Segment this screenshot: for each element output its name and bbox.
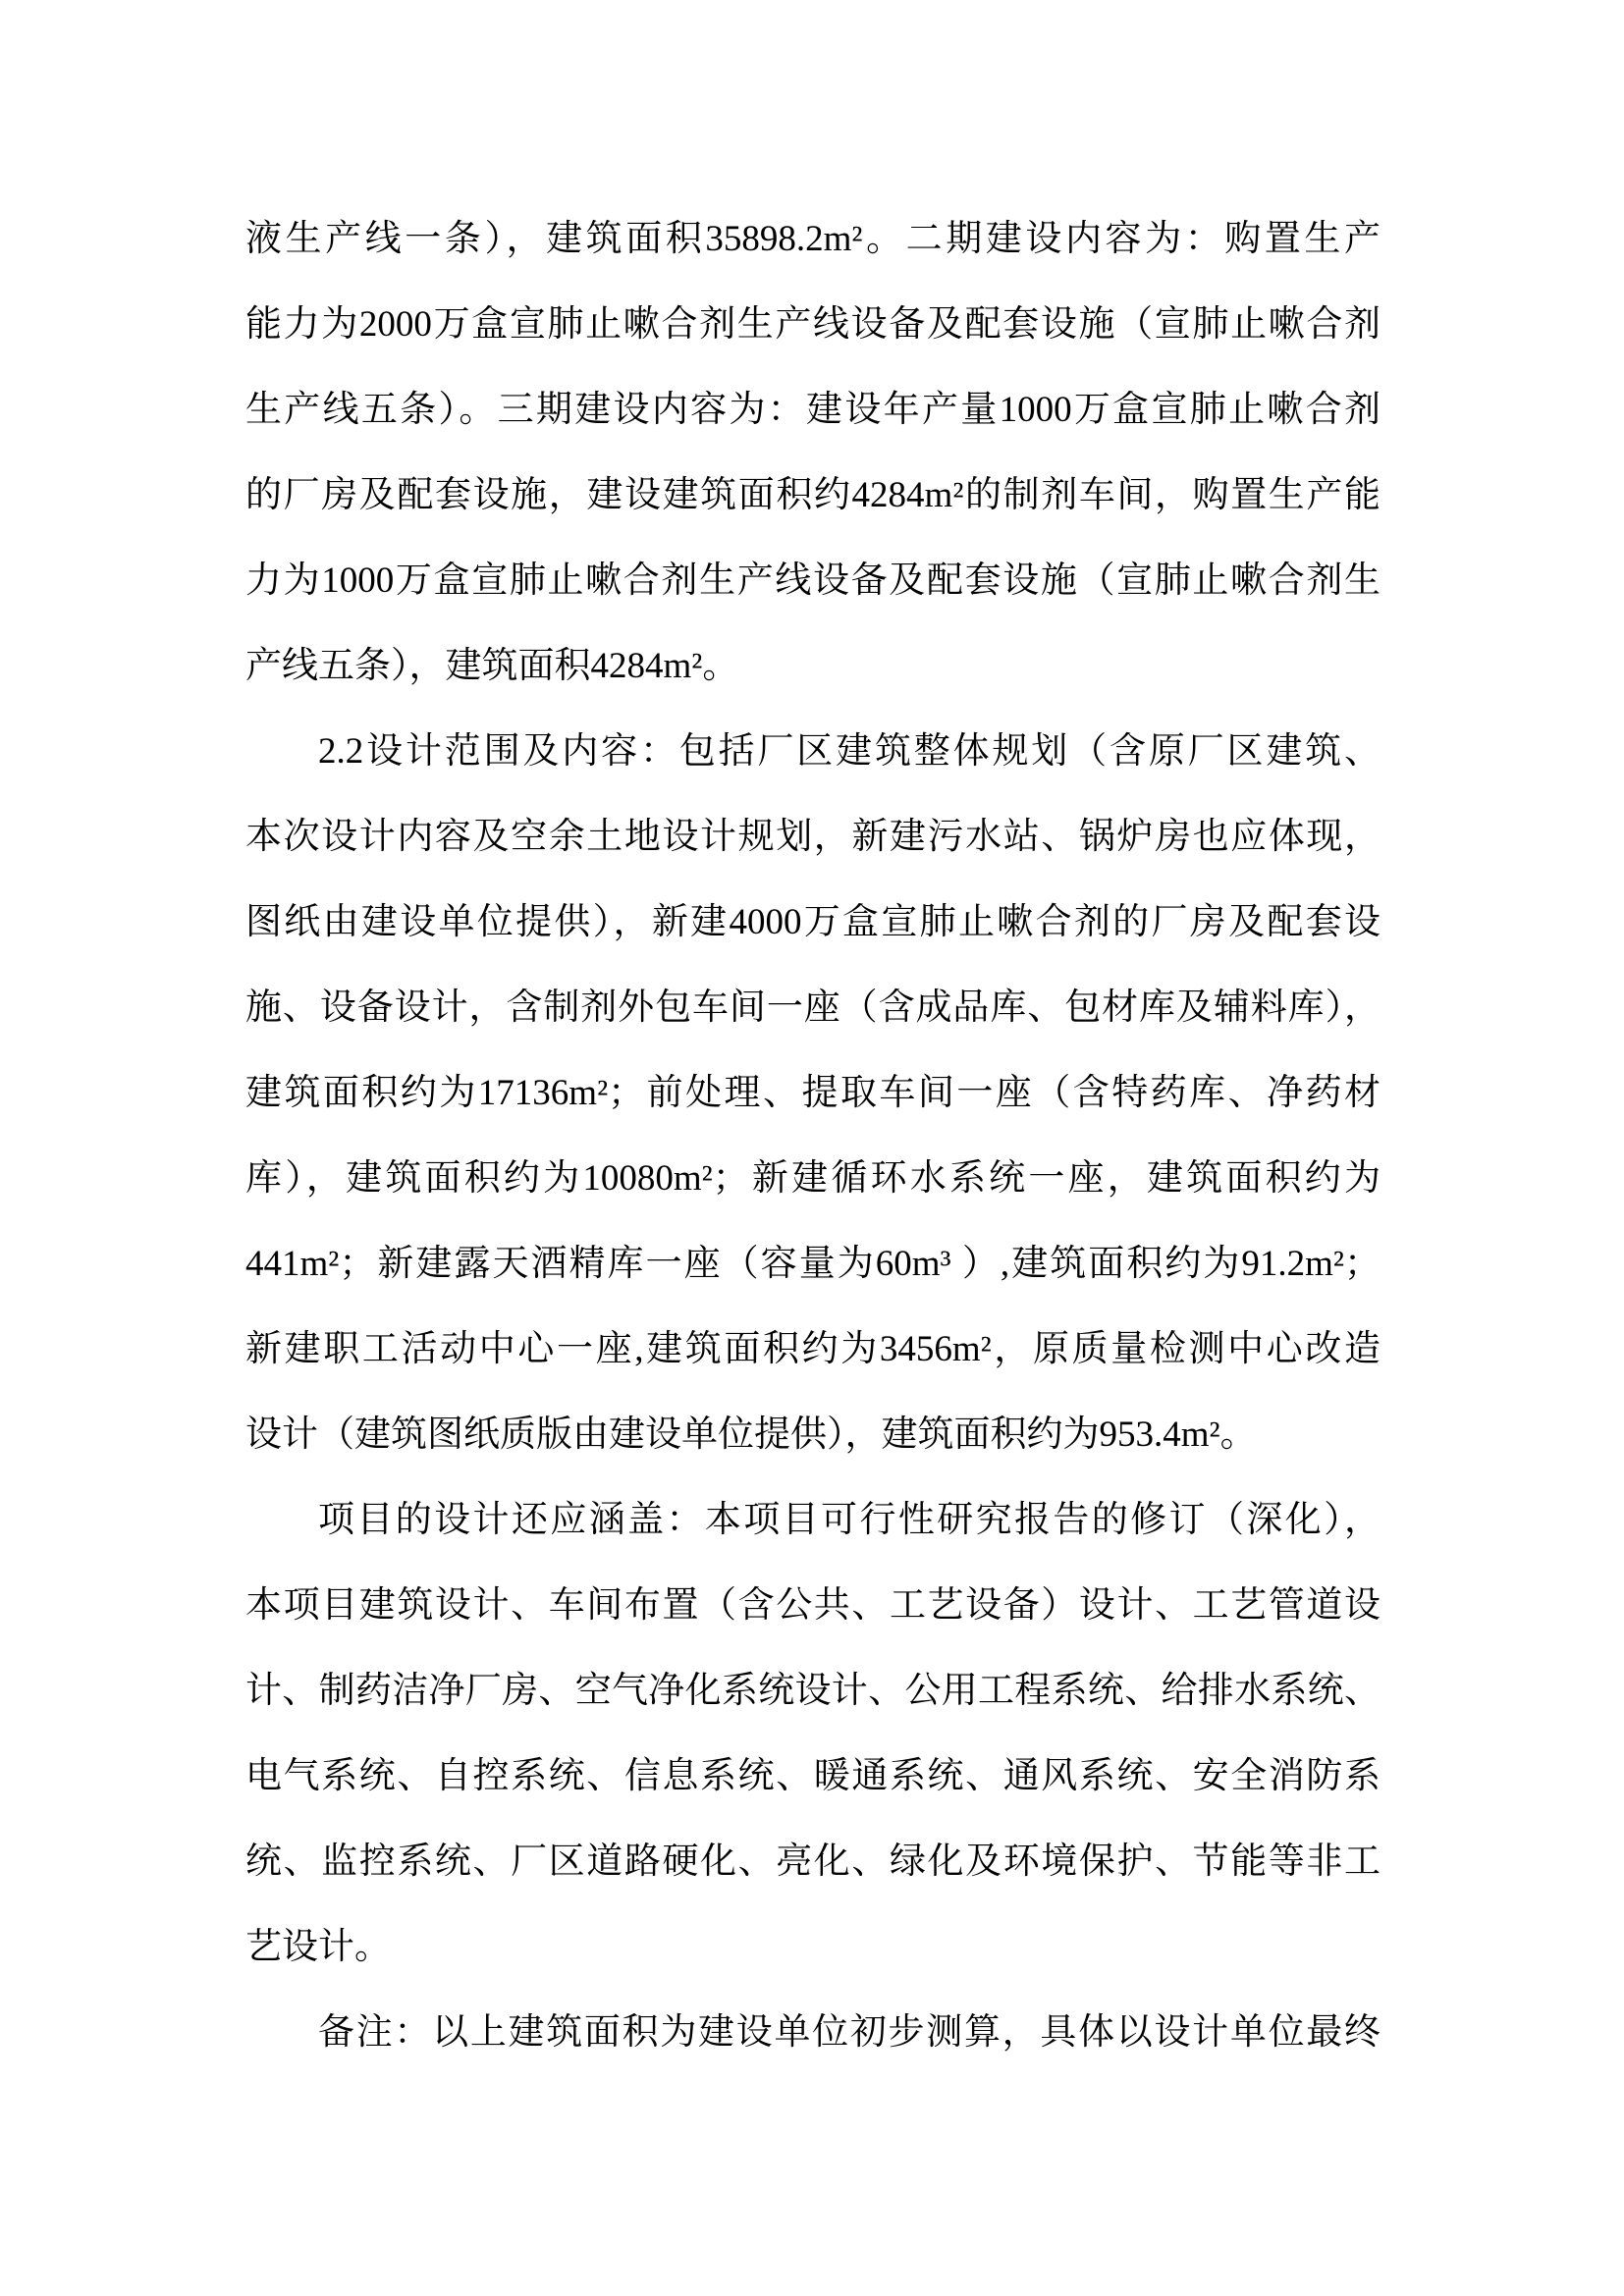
text-line: 施、设备设计，含制剂外包车间一座（含成品库、包材库及辅料库）， xyxy=(245,988,1380,1028)
text-line: 力为1000万盒宣肺止嗽合剂生产线设备及配套设施（宣肺止嗽合剂生 xyxy=(245,561,1380,601)
text-line: 生产线五条）。三期建设内容为：建设年产量1000万盒宣肺止嗽合剂 xyxy=(245,390,1380,430)
text-line: 艺设计。 xyxy=(245,1927,391,1967)
text-line: 设计（建筑图纸质版由建设单位提供），建筑面积约为953.4m²。 xyxy=(245,1415,1257,1455)
text-line: 备注：以上建筑面积为建设单位初步测算，具体以设计单位最终 xyxy=(318,2012,1380,2053)
text-line: 统、监控系统、厂区道路硬化、亮化、绿化及环境保护、节能等非工 xyxy=(245,1842,1380,1882)
paragraph xyxy=(245,1477,1380,1990)
body-text xyxy=(245,196,1380,2075)
paragraph xyxy=(245,709,1380,1477)
text-line: 图纸由建设单位提供），新建4000万盒宣肺止嗽合剂的厂房及配套设 xyxy=(245,902,1380,942)
text-line-section-heading: 2.2设计范围及内容：包括厂区建筑整体规划（含原厂区建筑、 xyxy=(318,731,1380,772)
text-line: 本项目建筑设计、车间布置（含公共、工艺设备）设计、工艺管道设 xyxy=(245,1585,1380,1626)
paragraph-note xyxy=(245,1990,1380,2075)
text-line: 的厂房及配套设施，建设建筑面积约4284m²的制剂车间，购置生产能 xyxy=(245,475,1380,515)
text-line: 库），建筑面积约为10080m²；新建循环水系统一座，建筑面积约为 xyxy=(245,1158,1380,1199)
text-line: 计、制药洁净厂房、空气净化系统设计、公用工程系统、给排水系统、 xyxy=(245,1671,1380,1711)
text-line: 新建职工活动中心一座,建筑面积约为3456m²，原质量检测中心改造 xyxy=(245,1329,1380,1369)
text-line: 项目的设计还应涵盖：本项目可行性研究报告的修订（深化）， xyxy=(318,1500,1380,1540)
text-line: 液生产线一条），建筑面积35898.2m²。二期建设内容为：购置生产 xyxy=(245,219,1380,259)
text-line: 441m²；新建露天酒精库一座（容量为60m³ ）,建筑面积约为91.2m²； xyxy=(245,1244,1380,1284)
text-line: 产线五条），建筑面积4284m²。 xyxy=(245,646,739,686)
paragraph xyxy=(245,196,1380,709)
text-line: 电气系统、自控系统、信息系统、暖通系统、通风系统、安全消防系 xyxy=(245,1756,1380,1796)
text-line: 本次设计内容及空余土地设计规划，新建污水站、锅炉房也应体现， xyxy=(245,817,1380,857)
text-line: 能力为2000万盒宣肺止嗽合剂生产线设备及配套设施（宣肺止嗽合剂 xyxy=(245,304,1380,345)
text-line: 建筑面积约为17136m²；前处理、提取车间一座（含特药库、净药材 xyxy=(245,1073,1380,1113)
